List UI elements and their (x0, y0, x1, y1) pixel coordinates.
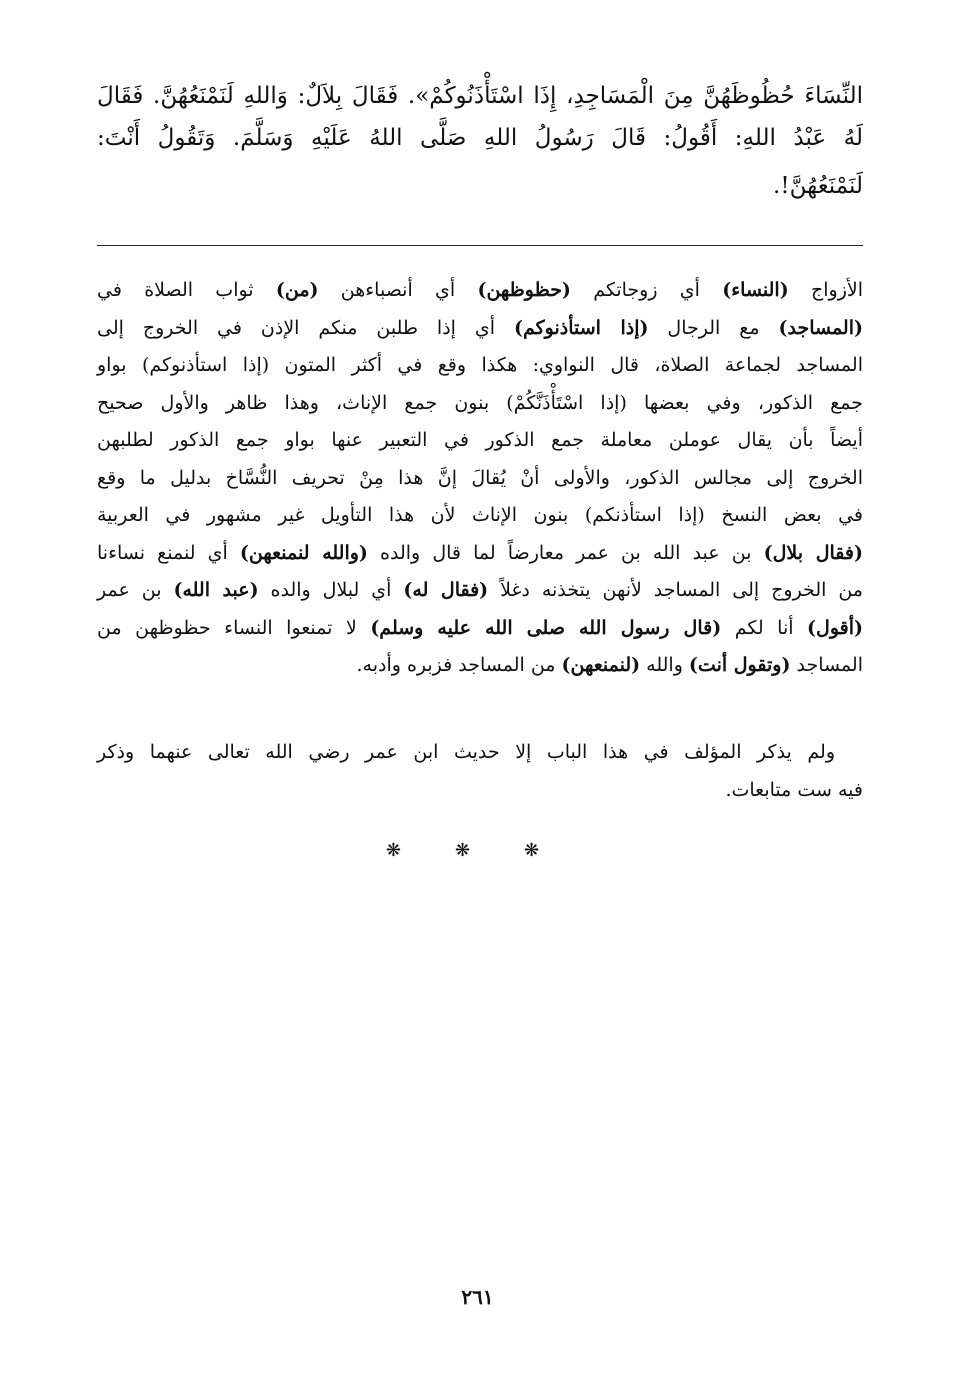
section-separator (0, 840, 955, 861)
bold-term: (فقال بلال) (763, 542, 863, 564)
text-run: ولم يذكر المؤلف في هذا الباب إلا حديث ابن عمر رضي الله تعالى عنهما وذكر (97, 741, 835, 763)
bold-term: (المساجد) (778, 317, 863, 339)
text-run: فيه ست متابعات. (725, 779, 863, 801)
text-line (97, 310, 863, 346)
text-run: أي لبلال والده (258, 579, 404, 601)
text-run: المساجد (790, 654, 863, 676)
asterisk-icon: ❋ (454, 840, 501, 861)
text-run: والله (640, 654, 689, 676)
text-run: جمع الذكور، وفي بعضها (إذا اسْتَأْذَنَّكُمْ) بنون جمع الإناث، وهذا ظاهر والأول صحيح (97, 392, 863, 414)
text-run: لَنَمْنَعُهُنَّ!. (773, 173, 863, 199)
bold-term: (والله لنمنعهن) (239, 542, 368, 564)
text-line (97, 734, 835, 770)
bold-term: (حظوظهن) (477, 279, 571, 301)
text-run: بن عمر (97, 579, 174, 601)
asterisk-icon: ❋ (385, 840, 431, 861)
text-run: بن عبد الله بن عمر معارضاً لما قال والده (367, 542, 764, 564)
text-line (97, 347, 863, 383)
text-line (97, 647, 863, 683)
text-line (97, 572, 863, 608)
text-line (97, 272, 863, 308)
text-run: لَهُ عَبْدُ اللهِ: أَقُولُ: قَالَ رَسُولُ اللهِ صَلَّى اللهُ عَلَيْهِ وَسَلَّمَ. وَتَقُولُ أَنْتَ: (97, 125, 863, 151)
text-run: الأزواج (788, 279, 863, 301)
text-run: أي زوجاتكم (570, 279, 723, 301)
text-line (97, 118, 863, 158)
text-run: أي إذا طلبن منكم الإذن في الخروج إلى (97, 317, 514, 339)
text-run: لا تمنعوا النساء حظوظهن من (97, 617, 371, 639)
text-line (97, 772, 863, 808)
text-line (97, 535, 863, 571)
bold-term: (النساء) (722, 279, 789, 301)
bold-term: (لنمنعهن) (561, 654, 641, 676)
text-line (97, 497, 863, 533)
text-line (97, 76, 863, 116)
text-run: المساجد لجماعة الصلاة، قال النواوي: هكذا وقع في أكثر المتون (إذا استأذنوكم) بواو (97, 354, 863, 376)
bold-term: (وتقول أنت) (688, 654, 791, 676)
bold-term: (إذا استأذنوكم) (513, 317, 649, 339)
text-line (97, 166, 863, 206)
bold-term: (عبد الله) (173, 579, 259, 601)
text-run: أي أنصباءهن (318, 279, 478, 301)
text-run: في بعض النسخ (إذا استأذنكم) بنون الإناث لأن هذا التأويل غير مشهور في العربية (97, 504, 863, 526)
text-line (97, 385, 863, 421)
text-line (97, 610, 863, 646)
text-run: من الخروج إلى المساجد لأنهن يتخذنه دغلاً (488, 579, 863, 601)
bold-term: (من) (275, 279, 319, 301)
bold-term: (قال رسول الله صلى الله عليه وسلم) (370, 617, 722, 639)
page-number: ٢٦١ (461, 1285, 494, 1309)
text-line (97, 460, 863, 496)
text-run: الخروج إلى مجالس الذكور، والأولى أنْ يُقالَ إنَّ هذا مِنْ تحريف النُّسَّاخ بدليل ما وقع (97, 467, 863, 489)
text-line (97, 422, 863, 458)
text-run: أيضاً بأن يقال عوملن معاملة جمع الذكور في التعبير عنها بواو جمع الذكور لطلبهن (97, 429, 863, 451)
text-run: أنا لكم (721, 617, 808, 639)
bold-term: (أقول) (807, 617, 863, 639)
text-run: أي لنمنع نساءنا (97, 542, 240, 564)
text-run: ثواب الصلاة في (97, 279, 276, 301)
text-run: مع الرجال (648, 317, 779, 339)
asterisk-icon: ❋ (524, 840, 570, 861)
footnote-divider (97, 245, 863, 246)
text-run: النِّسَاءَ حُظُوظَهُنَّ مِنَ الْمَسَاجِدِ، إِذَا اسْتَأْذَنُوكُمْ». فَقَالَ بِلاَلٌ: وَاللهِ لَنَمْنَعُهُنَّ. فَقَالَ (97, 83, 863, 109)
bold-term: (فقال له) (403, 579, 489, 601)
text-run: من المساجد فزبره وأدبه. (356, 654, 562, 676)
